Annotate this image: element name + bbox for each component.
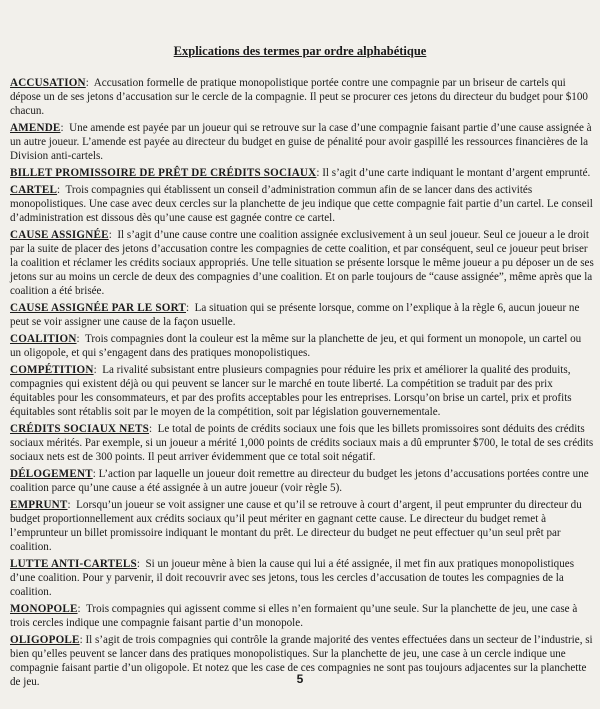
glossary-definition: Lorsqu’un joueur se voit assigner une cause et qu’il se retrouve à court d’argent, il peut emprunter du directeur du budget proportionnellement aux crédits sociaux qu’il peut mériter en gagnant cette cause. Le directeur du budget remet à l’emprunteur un billet promissoire indiquant le montant du prêt. Le directeur du budget ne peut effectuer qu’un seul prêt par coalition. <box>10 498 582 554</box>
glossary-entry: DÉLOGEMENT: L’action par laquelle un joueur doit remettre au directeur du budget les jetons d’accusations portées contre une coalition parce qu’une cause a été assignée à un autre joueur (voir règle 5). <box>10 467 589 494</box>
glossary-term: CARTEL <box>10 183 58 196</box>
glossary-entry: COALITION: Trois compagnies dont la couleur est la même sur la planchette de jeu, et qui forment un monopole, un cartel ou un oligopole, et qui s’engagent dans des pratiques monopolistiques. <box>10 332 582 359</box>
glossary-term: CAUSE ASSIGNÉE PAR LE SORT <box>10 302 186 314</box>
glossary-entry: BILLET PROMISSOIRE DE PRÊT DE CRÉDITS SOCIAUX: Il s’agit d’une carte indiquant le montant d’argent emprunté. <box>10 167 591 179</box>
page-title: Explications des termes par ordre alphabétique <box>173 44 427 58</box>
glossary-definition: Il s’agit d’une cause contre une coalition assignée exclusivement à un seul joueur. Seul ce joueur a le droit par la suite de placer des jetons d’accusation contre les compagnies de cette coalition, et par conséquent, seul ce joueur peut briser la coalition et réclamer les crédits sociaux appropriés. Une telle situation se présente lorsque le même joueur a pu déposer un de ses jetons sur au moins un cercle de deux des compagnies d’une coalition. Et on parle toujours de “cause assignée”, même après que la coalition a été brisée. <box>10 228 594 298</box>
glossary-entry: CRÉDITS SOCIAUX NETS: Le total de points de crédits sociaux une fois que les billets promissoires sont déduits des crédits sociaux mérités. Par exemple, si un joueur a mérité 1,000 points de crédits sociaux mais a dû emprunter $700, le total de ses crédits sociaux nets est de 300 points. Il peut arriver évidemment que ce total soit négatif. <box>10 422 594 464</box>
glossary-entry: LUTTE ANTI-CARTELS: Si un joueur mène à bien la cause qui lui a été assignée, il met fin aux pratiques monopolistiques d’une coalition. Pour y parvenir, il doit recouvrir avec ses jetons, tous les cercles d’accusation de toutes les compagnies de la coalition. <box>10 557 575 599</box>
glossary-list <box>10 76 595 692</box>
glossary-definition: L’action par laquelle un joueur doit remettre au directeur du budget les jetons d’accusations portées contre une coalition parce qu’une cause a été assignée à un autre joueur (voir règle 5). <box>10 467 589 494</box>
glossary-definition: Si un joueur mène à bien la cause qui lui a été assignée, il met fin aux pratiques monopolistiques d’une coalition. Pour y parvenir, il doit recouvrir avec ses jetons, tous les cercles d’accusation de toutes les compagnies de la coalition. <box>10 557 575 599</box>
glossary-entry: MONOPOLE: Trois compagnies qui agissent comme si elles n’en formaient qu’une seule. Sur la planchette de jeu, une case à trois cercles indique une compagnie faisant partie d’un monopole. <box>10 602 578 629</box>
glossary-definition: Trois compagnies qui agissent comme si elles n’en formaient qu’une seule. Sur la planchette de jeu, une case à trois cercles indique une compagnie faisant partie d’un monopole. <box>10 602 578 629</box>
glossary-entry: CAUSE ASSIGNÉE: Il s’agit d’une cause contre une coalition assignée exclusivement à un seul joueur. Seul ce joueur a le droit par la suite de placer des jetons d’accusation contre les compagnies de cette coalition, et par conséquent, seul ce joueur peut briser la coalition et réclamer les crédits sociaux appropriés. Une telle situation se présente lorsque le même joueur a pu déposer un de ses jetons sur au moins un cercle de deux des compagnies d’une coalition. Et on parle toujours de “cause assignée”, même après que la coalition a été brisée. <box>10 228 594 298</box>
glossary-definition: Une amende est payée par un joueur qui se retrouve sur la case d’une compagnie faisant partie d’une cause assignée à un autre joueur. L’amende est payée au directeur du budget en guise de pénalité pour avoir gaspillé les ressources financières de la Division anti-cartels. <box>10 122 592 163</box>
glossary-term: BILLET PROMISSOIRE DE PRÊT DE CRÉDITS SOCIAUX <box>10 167 317 179</box>
glossary-term: MONOPOLE <box>10 602 78 615</box>
glossary-definition: Trois compagnies qui établissent un conseil d’administration commun afin de se lancer dans des activités monopolistiques. Une case avec deux cercles sur la planchette de jeu indique que cette compagnie fait partie d’un cartel. Le conseil d’administration est dissous dès qu’une cause est gagnée contre ce cartel. <box>10 183 593 224</box>
glossary-entry: AMENDE: Une amende est payée par un joueur qui se retrouve sur la case d’une compagnie faisant partie d’une cause assignée à un autre joueur. L’amende est payée au directeur du budget en guise de pénalité pour avoir gaspillé les ressources financières de la Division anti-cartels. <box>10 122 592 163</box>
glossary-term: COALITION <box>10 332 77 345</box>
glossary-entry: CAUSE ASSIGNÉE PAR LE SORT: La situation qui se présente lorsque, comme on l’explique à la règle 6, aucun joueur ne peut se voir assigner une cause de la façon usuelle. <box>10 302 580 329</box>
glossary-definition: Le total de points de crédits sociaux une fois que les billets promissoires sont déduits des crédits sociaux mérités. Par exemple, si un joueur a mérité 1,000 points de crédits sociaux mais a dû emprunter $700, le total de ses crédits sociaux nets est de 300 points. Il peut arriver évidemment que ce total soit négatif. <box>10 422 594 464</box>
glossary-entry: CARTEL: Trois compagnies qui établissent un conseil d’administration commun afin de se lancer dans des activités monopolistiques. Une case avec deux cercles sur la planchette de jeu indique que cette compagnie fait partie d’un cartel. Le conseil d’administration est dissous dès qu’une cause est gagnée contre ce cartel. <box>10 183 593 224</box>
glossary-term: DÉLOGEMENT <box>10 467 93 480</box>
glossary-entry: COMPÉTITION: La rivalité subsistant entre plusieurs compagnies pour réduire les prix et améliorer la qualité des produits, compagnies qui existent déjà ou qui peuvent se lancer sur le marché en toute liberté. La compétition se traduit par des prix équitables pour les consommateurs, et par des profits acceptables pour les entreprises. Lorsqu’on brise un cartel, prix et profits équitables sont rétablis soit par le moyen de la compétition, soit par législation gouvernementale. <box>10 363 572 419</box>
glossary-term: COMPÉTITION <box>10 363 94 376</box>
glossary-term: LUTTE ANTI-CARTELS <box>10 557 137 570</box>
glossary-entry: OLIGOPOLE: Il s’agit de trois compagnies qui contrôle la grande majorité des ventes effectuées dans un secteur de l’industrie, si bien qu’elles peuvent se lancer dans des pratiques monopolistiques. Sur la planchette de jeu, une case à un cercle indique une compagnie faisant partie d’un oligopole. Et notez que les case de ces compagnies ne sont pas toujours adjacentes sur la planchette de jeu. <box>10 633 593 689</box>
glossary-term: AMENDE <box>10 122 61 134</box>
glossary-entry: EMPRUNT: Lorsqu’un joueur se voit assigner une cause et qu’il se retrouve à court d’argent, il peut emprunter du directeur du budget proportionnellement aux crédits sociaux qu’il peut mériter en gagnant cette cause. Le directeur du budget remet à l’emprunteur un billet promissoire indiquant le montant du prêt. Le directeur du budget ne peut effectuer qu’un seul prêt par coalition. <box>10 498 582 554</box>
glossary-entry: ACCUSATION: Accusation formelle de pratique monopolistique portée contre une compagnie par un briseur de cartels qui dépose un de ses jetons d’accusation sur le cercle de la compagnie. Il peut se procurer ces jetons du directeur du budget pour $100 chacun. <box>10 77 588 118</box>
glossary-term: OLIGOPOLE <box>10 633 80 646</box>
glossary-definition: La situation qui se présente lorsque, comme on l’explique à la règle 6, aucun joueur ne peut se voir assigner une cause de la façon usuelle. <box>10 302 580 329</box>
glossary-term: CAUSE ASSIGNÉE <box>10 228 109 241</box>
glossary-definition: Il s’agit d’une carte indiquant le montant d’argent emprunté. <box>322 167 591 179</box>
glossary-definition: La rivalité subsistant entre plusieurs compagnies pour réduire les prix et améliorer la qualité des produits, compagnies qui existent déjà ou qui peuvent se lancer sur le marché en toute liberté. La compétition se traduit par des prix équitables pour les consommateurs, et par des profits acceptables pour les entreprises. Lorsqu’on brise un cartel, prix et profits équitables sont rétablis soit par le moyen de la compétition, soit par législation gouvernementale. <box>10 363 572 419</box>
glossary-term: EMPRUNT <box>10 498 68 511</box>
glossary-definition: Accusation formelle de pratique monopolistique portée contre une compagnie par un briseur de cartels qui dépose un de ses jetons d’accusation sur le cercle de la compagnie. Il peut se procurer ces jetons du directeur du budget pour $100 chacun. <box>10 77 588 118</box>
glossary-term: CRÉDITS SOCIAUX NETS <box>10 422 150 435</box>
glossary-definition: Il s’agit de trois compagnies qui contrôle la grande majorité des ventes effectuées dans un secteur de l’industrie, si bien qu’elles peuvent se lancer dans des pratiques monopolistiques. Sur la planchette de jeu, une case à un cercle indique une compagnie faisant partie d’un oligopole. Et notez que les case de ces compagnies ne sont pas toujours adjacentes sur la planchette de jeu. <box>10 633 593 689</box>
glossary-term: ACCUSATION <box>10 77 86 89</box>
page-number: 5 <box>296 672 304 686</box>
glossary-definition: Trois compagnies dont la couleur est la même sur la planchette de jeu, et qui forment un monopole, un cartel ou un oligopole, et qui s’engagent dans des pratiques monopolistiques. <box>10 332 582 359</box>
